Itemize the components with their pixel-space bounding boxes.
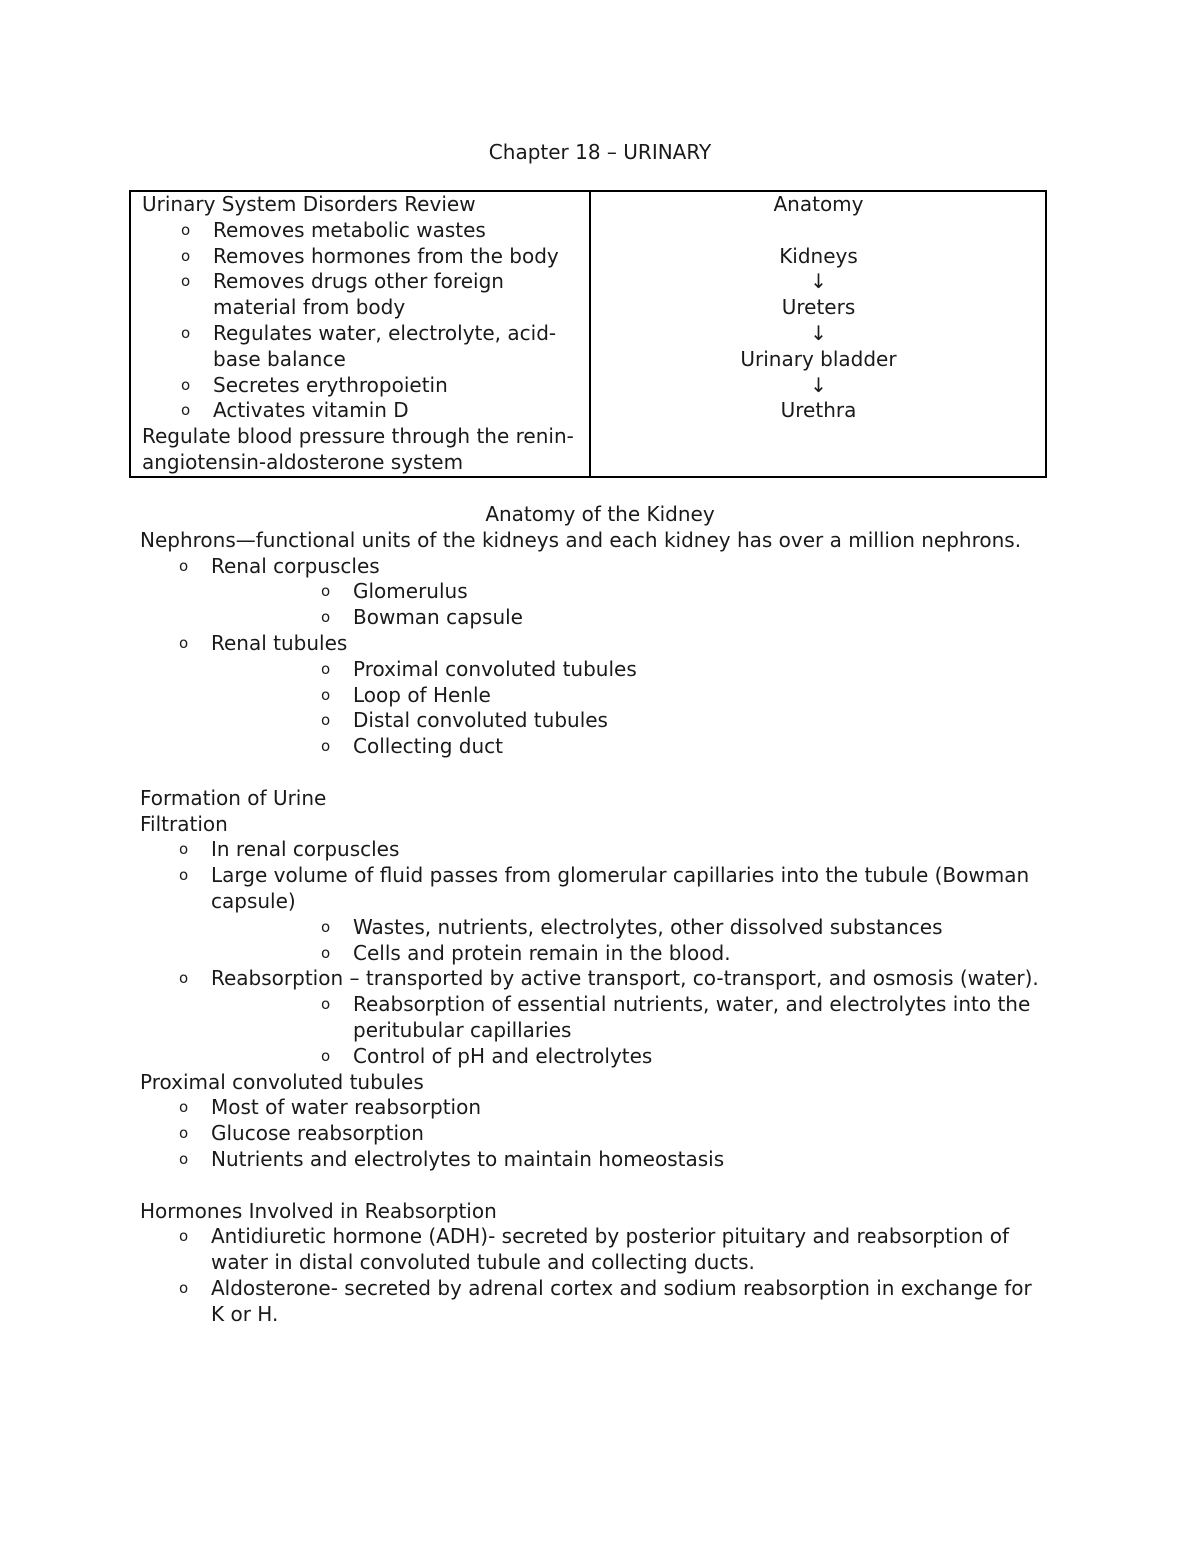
- down-arrow-icon: ↓: [810, 372, 827, 397]
- list-item: o Control of pH and electrolytes: [211, 1044, 1050, 1070]
- nephrons-intro: Nephrons—functional units of the kidneys and each kidney has over a million nephrons.: [140, 527, 1022, 552]
- down-arrow-icon: ↓: [810, 269, 827, 294]
- list-item: o Regulates water, electrolyte, acid-base balance: [142, 321, 579, 373]
- flow-urethra: Urethra: [780, 398, 857, 423]
- proximal-heading: Proximal convoluted tubules: [140, 1069, 424, 1094]
- list-item: o Renal corpuscles o Glomerulus o Bowman capsule: [140, 554, 1050, 631]
- list-item: o Removes hormones from the body: [142, 244, 579, 270]
- review-heading: Urinary System Disorders Review: [142, 192, 476, 216]
- proximal-list: [140, 1095, 1050, 1172]
- kidney-heading: Anatomy of the Kidney: [485, 502, 715, 526]
- summary-table: [129, 190, 1047, 478]
- urine-heading: Formation of Urine: [140, 785, 327, 810]
- list-item: o Removes metabolic wastes: [142, 218, 579, 244]
- review-list: [142, 218, 579, 424]
- anatomy-cell: [590, 191, 1046, 477]
- list-item: o Antidiuretic hormone (ADH)- secreted by posterior pituitary and reabsorption of water in distal convoluted tubule and collecting ducts.: [140, 1224, 1050, 1276]
- disorders-review-cell: [130, 191, 590, 477]
- list-item: o Renal tubules o Proximal convoluted tubules o Loop of Henle o Distal convoluted tubules o Collecting duct: [140, 631, 1050, 760]
- notes-body: [140, 502, 1050, 1328]
- list-item: o Nutrients and electrolytes to maintain homeostasis: [140, 1147, 1050, 1173]
- flow-kidneys: Kidneys: [779, 243, 858, 268]
- list-item: o Glomerulus: [211, 579, 1050, 605]
- flow-urinary-bladder: Urinary bladder: [740, 346, 897, 371]
- page-title: Chapter 18 – URINARY: [488, 140, 712, 164]
- hormones-list: [140, 1224, 1050, 1327]
- list-item: o Wastes, nutrients, electrolytes, other dissolved substances: [211, 915, 1050, 941]
- list-item: o Removes drugs other foreign material from body: [142, 269, 579, 321]
- filtration-list: [140, 837, 1050, 1069]
- list-item: o Reabsorption of essential nutrients, water, and electrolytes into the peritubular capillaries: [211, 992, 1050, 1044]
- nephron-list: [140, 554, 1050, 760]
- flow-ureters: Ureters: [781, 295, 856, 320]
- anatomy-heading: Anatomy: [773, 192, 864, 216]
- list-item: o Secretes erythropoietin: [142, 373, 579, 399]
- list-item: o Glucose reabsorption: [140, 1121, 1050, 1147]
- list-item: o Collecting duct: [211, 734, 1050, 760]
- list-item: o Cells and protein remain in the blood.: [211, 941, 1050, 967]
- hormones-heading: Hormones Involved in Reabsorption: [140, 1198, 497, 1223]
- list-item: o In renal corpuscles: [140, 837, 1050, 863]
- list-item: o Most of water reabsorption: [140, 1095, 1050, 1121]
- list-item: o Reabsorption – transported by active transport, co-transport, and osmosis (water). o Reabsorption of essential nutrients, water, and electrolytes into the peritubular capillaries o Control of pH and electrolytes: [140, 966, 1050, 1069]
- list-item: o Activates vitamin D: [142, 398, 579, 424]
- list-item: o Loop of Henle: [211, 683, 1050, 709]
- list-item: o Large volume of fluid passes from glomerular capillaries into the tubule (Bowman capsule) o Wastes, nutrients, electrolytes, other dissolved substances o Cells and protein remain in the blood.: [140, 863, 1050, 966]
- list-item: o Bowman capsule: [211, 605, 1050, 631]
- review-footer: Regulate blood pressure through the renin-angiotensin-aldosterone system: [142, 424, 574, 474]
- down-arrow-icon: ↓: [810, 320, 827, 345]
- list-item: o Aldosterone- secreted by adrenal cortex and sodium reabsorption in exchange for K or H.: [140, 1276, 1050, 1328]
- list-item: o Distal convoluted tubules: [211, 708, 1050, 734]
- filtration-heading: Filtration: [140, 811, 228, 836]
- list-item: o Proximal convoluted tubules: [211, 657, 1050, 683]
